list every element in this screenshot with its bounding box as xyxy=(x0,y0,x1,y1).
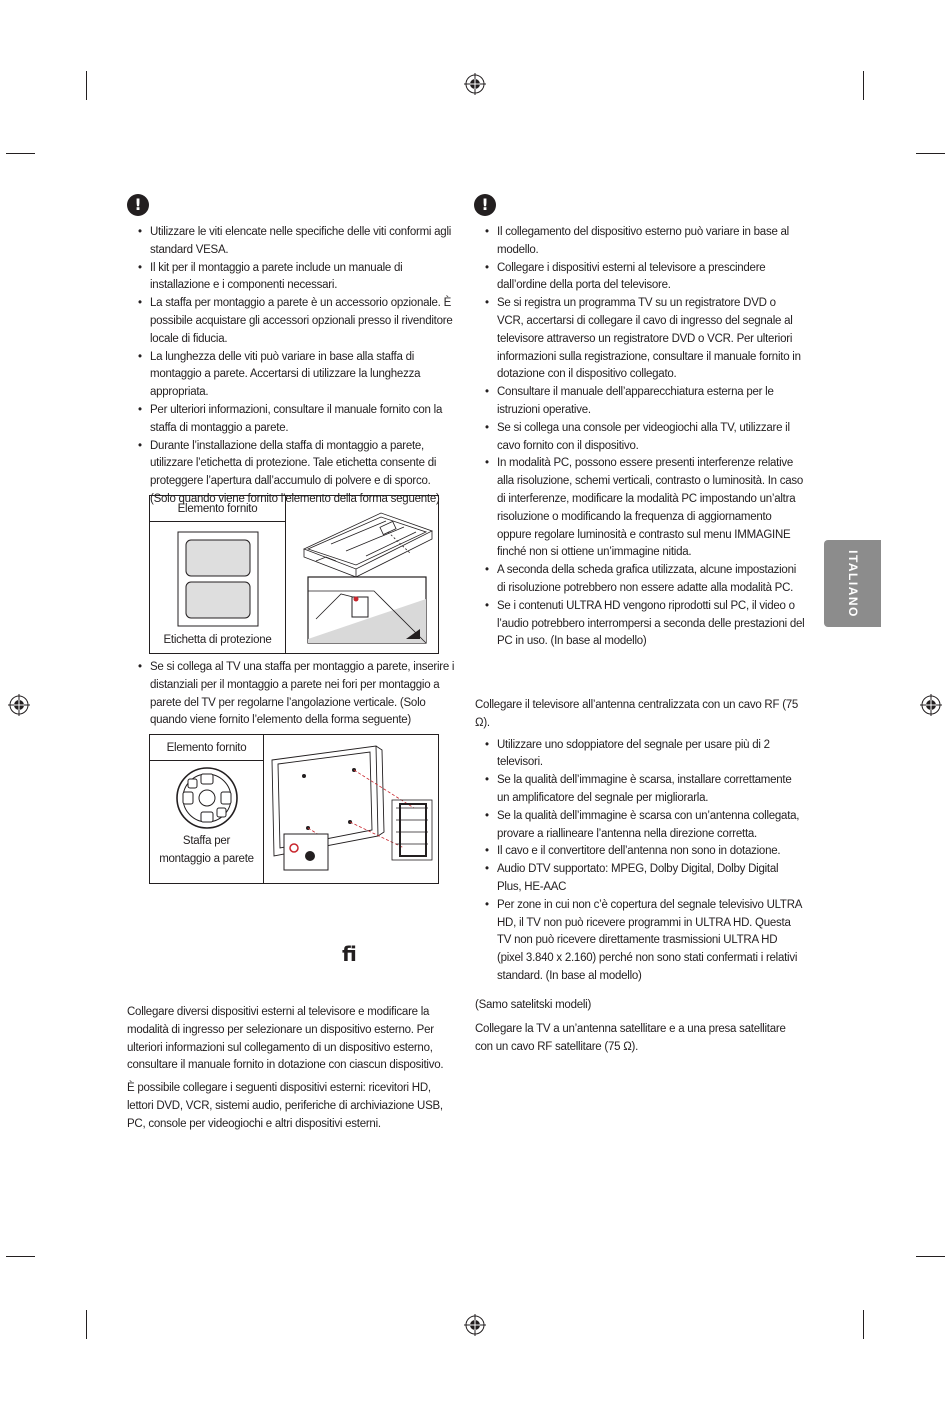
list-item: • Per ulteriori informazioni, consultare il manuale fornito con la staffa di montaggio a parete. xyxy=(128,402,458,438)
figure-header: Elemento fornito xyxy=(150,735,264,761)
language-tab-label: ITALIANO xyxy=(845,549,860,618)
caution-icon: ! xyxy=(127,194,149,216)
list-item: • Se si collega al TV una staffa per montaggio a parete, inserire i distanziali per il montaggio a parete nei fori per montaggio a parete del TV per regolarne l’angolazione verticale. (Solo quando viene fornito l’elemento della forma seguente) xyxy=(128,659,458,730)
list-item: • Utilizzare le viti elencate nelle specifiche delle viti conformi agli standard VESA. xyxy=(128,224,458,260)
paragraph: (Samo satelitski modeli) xyxy=(475,999,592,1011)
crop-mark xyxy=(86,71,87,100)
list-item: • Il kit per il montaggio a parete include un manuale di installazione e i componenti necessari. xyxy=(128,260,458,296)
paragraph: È possibile collegare i seguenti dispositivi esterni: ricevitori HD, lettori DVD, VCR, sistemi audio, periferiche di archiviazione USB, PC, console per videogiochi e altri dispositivi esterni. xyxy=(127,1082,443,1130)
language-tab xyxy=(824,540,881,627)
list-item: • Se la qualità dell’immagine è scarsa, installare correttamente un amplificatore del segnale per migliorarla. xyxy=(475,772,805,808)
list-item: • Il collegamento del dispositivo esterno può variare in base al modello. xyxy=(475,224,805,260)
registration-mark-icon xyxy=(920,694,942,716)
list-item: • Il cavo e il convertitore dell’antenna non sono in dotazione. xyxy=(475,843,805,861)
ligature-glyph: ﬁ xyxy=(342,942,357,966)
list-item: • Se la qualità dell’immagine è scarsa con un’antenna collegata, provare a riallineare l’antenna nella direzione corretta. xyxy=(475,808,805,844)
right-notes xyxy=(475,224,805,651)
paragraph: Collegare diversi dispositivi esterni al televisore e modificare la modalità di ingresso per selezionare un dispositivo esterno. Per ulteriori informazioni sul collegamento di un dispositivo esterno, consultare il manuale fornito in dotazione con ciascun dispositivo. xyxy=(127,1006,444,1072)
list-item: • Se si registra un programma TV su un registratore DVD o VCR, accertarsi di collegare il cavo di ingresso del segnale al televisore attraverso un registratore DVD o VCR. Per ulteriori informazioni sulla registrazione, consultare il manuale fornito in dotazione con il dispositivo collegato. xyxy=(475,295,805,384)
list-item: • In modalità PC, possono essere presenti interferenze relative alla risoluzione, schemi verticali, contrasto o luminosità. In caso di interferenze, modificare la modalità PC impostando un’altra risoluzione o modificando la frequenza di aggiornamento oppure regolare luminosità e contrasto sul menu IMMAGINE finché non si ottiene un’immagine nitida. xyxy=(475,455,805,562)
crop-mark xyxy=(863,1310,864,1339)
registration-mark-icon xyxy=(464,73,486,95)
protection-label-icon xyxy=(176,530,260,628)
figure-item-cell xyxy=(150,761,264,884)
figure-item-cell xyxy=(150,522,286,654)
figure-caption: Etichetta di protezione xyxy=(163,634,272,646)
list-item: • Per zone in cui non c’è copertura del segnale televisivo ULTRA HD, il TV non può ricevere programmi in ULTRA HD. Questa TV non può ricevere direttamente trasmissioni ULTRA HD (pixel 3.840 x 2.160) perché non sono stati confermati i relativi standard. (In base al modello) xyxy=(475,897,805,986)
list-item: • A seconda della scheda grafica utilizzata, alcune impostazioni di risoluzione potrebbero non essere adatte alla modalità PC. xyxy=(475,562,805,598)
satellite-section xyxy=(475,997,805,1061)
left-paragraphs xyxy=(127,1004,457,1139)
paragraph: Collegare la TV a un’antenna satellitare e a una presa satellitare con un cavo RF satellitare (75 Ω). xyxy=(475,1022,786,1053)
crop-mark xyxy=(86,1310,87,1339)
list-item: • La staffa per montaggio a parete è un accessorio opzionale. È possibile acquistare gli accessori opzionali presso il rivenditore locale di fiducia. xyxy=(128,295,458,348)
list-item: • Audio DTV supportato: MPEG, Dolby Digital, Dolby Digital Plus, HE-AAC xyxy=(475,861,805,897)
list-item: • Durante l’installazione della staffa di montaggio a parete, utilizzare l’etichetta di protezione. Tale etichetta consente di proteggere l’apertura dall’accumulo di polvere e di sporco. (Solo quando viene fornito l’elemento della forma seguente) xyxy=(128,438,458,509)
wall-bracket-figure xyxy=(149,734,439,884)
crop-mark xyxy=(916,1256,945,1257)
figure-caption: Staffa per montaggio a parete xyxy=(159,835,254,865)
registration-mark-icon xyxy=(8,694,30,716)
left-notes xyxy=(128,224,458,509)
crop-mark xyxy=(6,153,35,154)
list-item: • Se si collega una console per videogiochi alla TV, utilizzare il cavo fornito con il dispositivo. xyxy=(475,420,805,456)
crop-mark xyxy=(863,71,864,100)
list-item: • Utilizzare uno sdoppiatore del segnale per usare più di 2 televisori. xyxy=(475,737,805,773)
crop-mark xyxy=(6,1256,35,1257)
protection-label-figure xyxy=(149,495,439,654)
left-notes-2 xyxy=(128,659,458,730)
list-item: • Consultare il manuale dell’apparecchiatura esterna per le istruzioni operative. xyxy=(475,384,805,420)
registration-mark-icon xyxy=(464,1314,486,1336)
wall-spacer-icon xyxy=(174,765,240,831)
antenna-section xyxy=(475,697,805,986)
caution-icon: ! xyxy=(474,194,496,216)
tv-protection-illustration xyxy=(286,496,439,654)
figure-header: Elemento fornito xyxy=(150,496,286,522)
list-item: • Collegare i dispositivi esterni al televisore a prescindere dall’ordine della porta del televisore. xyxy=(475,260,805,296)
crop-mark xyxy=(916,153,945,154)
list-item: • Se i contenuti ULTRA HD vengono riprodotti sul PC, il video o l’audio potrebbero interrompersi a seconda delle prestazioni del PC in uso. (In base al modello) xyxy=(475,598,805,651)
list-item: • La lunghezza delle viti può variare in base alla staffa di montaggio a parete. Accertarsi di utilizzare la lunghezza appropriata. xyxy=(128,349,458,402)
paragraph: Collegare il televisore all’antenna centralizzata con un cavo RF (75 Ω). xyxy=(475,699,799,729)
tv-wall-mount-illustration xyxy=(264,735,439,884)
